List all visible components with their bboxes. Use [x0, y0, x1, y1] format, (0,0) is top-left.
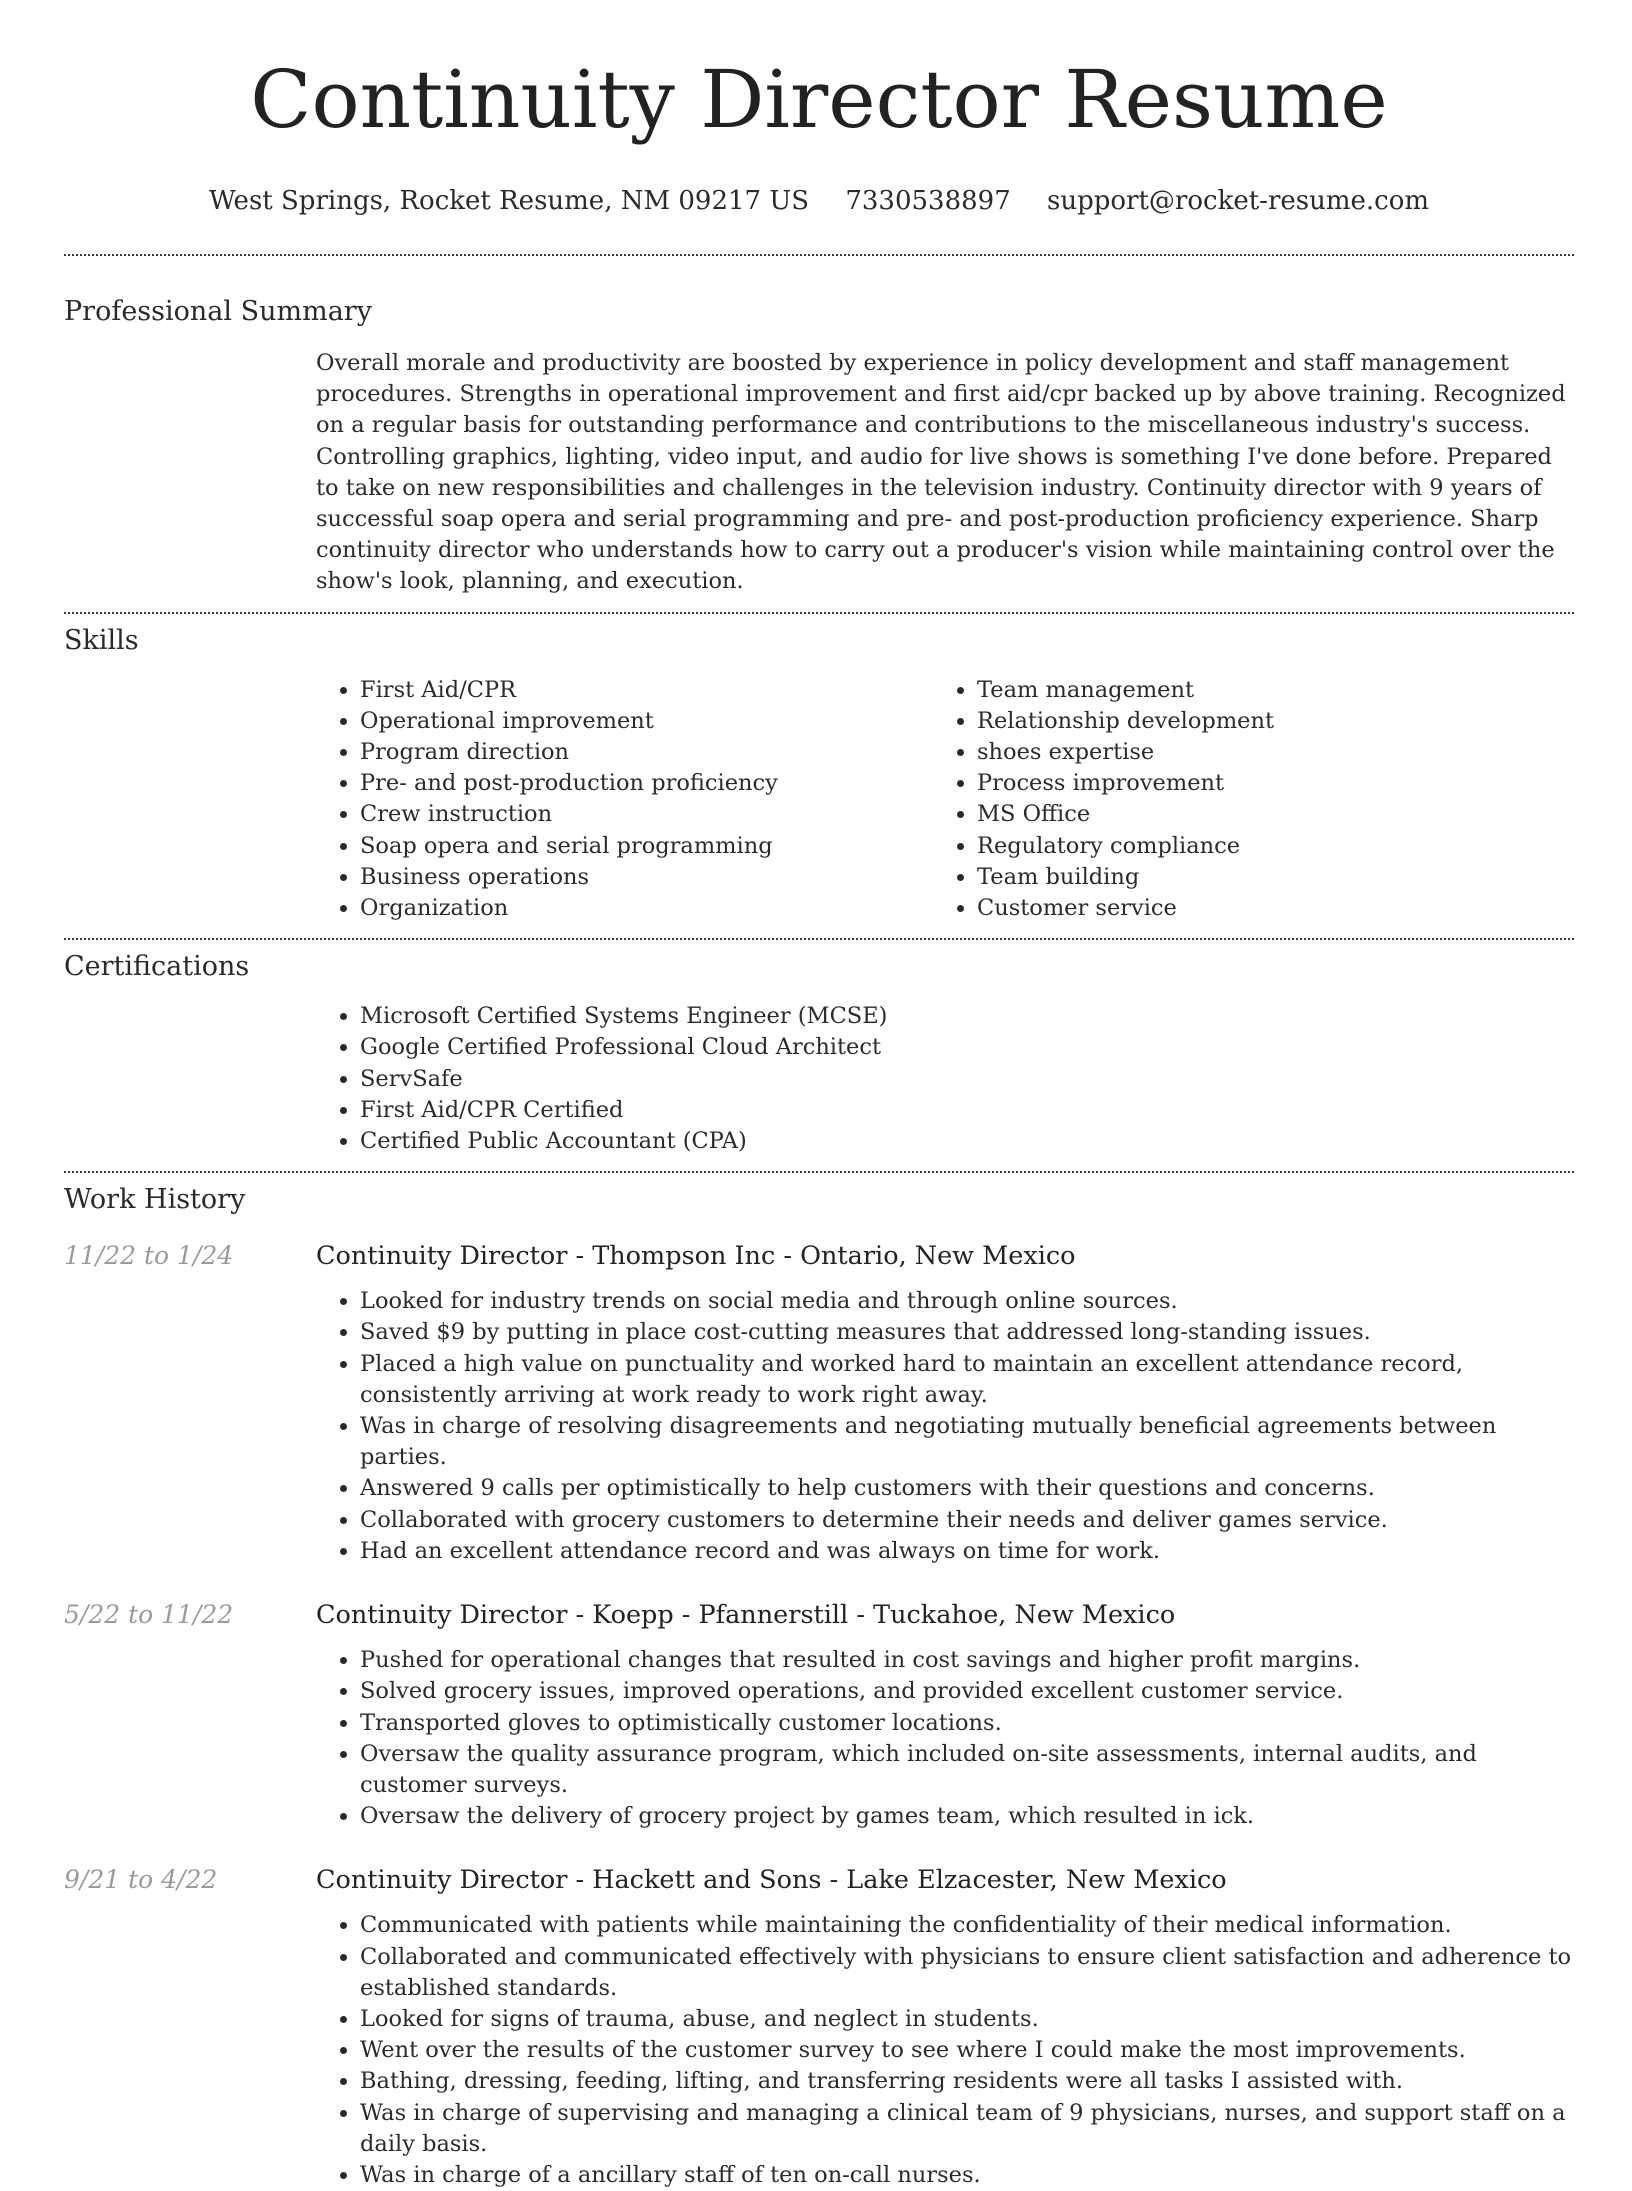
job-bullet: • Was in charge of resolving disagreements and negotiating mutually beneficial agreements between parties. — [360, 1411, 1574, 1473]
skill-item: • Organization — [360, 893, 933, 924]
skill-item: • Team building — [977, 862, 1550, 893]
skill-item: • Customer service — [977, 893, 1550, 924]
resume-page — [64, 0, 1574, 2191]
divider — [64, 938, 1574, 940]
skill-item: • Pre- and post-production proficiency — [360, 768, 933, 799]
job-bullet: • Answered 9 calls per optimistically to help customers with their questions and concerns. — [360, 1473, 1574, 1504]
section-heading-summary: Professional Summary — [64, 296, 372, 327]
resume-title: Continuity Director Resume — [250, 53, 1388, 146]
skills-column-right — [933, 675, 1550, 925]
job-bullet: • Saved $9 by putting in place cost-cutting measures that addressed long-standing issues. — [360, 1317, 1574, 1348]
job-bullet: • Solved grocery issues, improved operations, and provided excellent customer service. — [360, 1676, 1574, 1707]
certification-item: • Microsoft Certified Systems Engineer (MCSE) — [360, 1001, 1574, 1032]
skill-item: • Program direction — [360, 737, 933, 768]
job-bullet: • Had an excellent attendance record and was always on time for work. — [360, 1536, 1574, 1567]
summary-section — [64, 296, 1574, 598]
skill-item: • Regulatory compliance — [977, 831, 1550, 862]
section-heading-work-history: Work History — [64, 1184, 246, 1216]
section-heading-certifications: Certifications — [64, 951, 250, 983]
job-bullet: • Communicated with patients while maintaining the confidentiality of their medical information. — [360, 1910, 1574, 1941]
skill-item: • MS Office — [977, 799, 1550, 830]
certification-item: • Google Certified Professional Cloud Architect — [360, 1032, 1574, 1063]
skill-item: • shoes expertise — [977, 737, 1550, 768]
section-heading-skills: Skills — [64, 624, 139, 656]
divider — [64, 612, 1574, 614]
job-bullet: • Was in charge of supervising and managing a clinical team of 9 physicians, nurses, and support staff on a daily basis. — [360, 2098, 1574, 2160]
divider — [64, 1171, 1574, 1173]
skill-item: • Team management — [977, 675, 1550, 706]
contact-phone: 7330538897 — [845, 186, 1011, 216]
job-title: Continuity Director - Koepp - Pfannerstill - Tuckahoe, New Mexico — [316, 1600, 1176, 1631]
job-bullet: • Was in charge of a ancillary staff of ten on-call nurses. — [360, 2160, 1574, 2191]
skill-item: • Business operations — [360, 862, 933, 893]
certification-item: • First Aid/CPR Certified — [360, 1095, 1574, 1126]
job-entry — [64, 1240, 1574, 1567]
contact-address: West Springs, Rocket Resume, NM 09217 US — [208, 186, 810, 216]
job-bullet: • Looked for signs of trauma, abuse, and neglect in students. — [360, 2004, 1574, 2035]
skill-item: • Soap opera and serial programming — [360, 831, 933, 862]
job-entry — [64, 1599, 1574, 1832]
skill-item: • Relationship development — [977, 706, 1550, 737]
summary-text: Overall morale and productivity are boosted by experience in policy development and staff management procedures. Strengths in operational improvement and first aid/cpr backed up by above training. Recognized on a regular basis for outstanding performance and contributions to the miscellaneous industry's success. Controlling graphics, lighting, video input, and audio for live shows is something I've done before. Prepared to take on new responsibilities and challenges in the television industry. Continuity director with 9 years of successful soap opera and serial programming and pre- and post-production proficiency experience. Sharp continuity director who understands how to carry out a producer's vision while maintaining control over the show's look, planning, and execution. — [316, 350, 1566, 595]
job-dates: 9/21 to 4/22 — [64, 1865, 218, 1895]
job-bullet: • Collaborated with grocery customers to determine their needs and deliver games service. — [360, 1505, 1574, 1536]
job-bullet: • Placed a high value on punctuality and worked hard to maintain an excellent attendance record, consistently arriving at work ready to work right away. — [360, 1349, 1574, 1411]
skill-item: • Operational improvement — [360, 706, 933, 737]
job-title: Continuity Director - Thompson Inc - Ontario, New Mexico — [316, 1241, 1076, 1272]
contact-line — [64, 186, 1574, 216]
skills-section — [64, 625, 1574, 925]
job-bullet: • Transported gloves to optimistically customer locations. — [360, 1708, 1574, 1739]
certifications-section — [64, 951, 1574, 1157]
certification-item: • Certified Public Accountant (CPA) — [360, 1126, 1574, 1157]
skills-column-left — [316, 675, 933, 925]
job-bullet: • Went over the results of the customer survey to see where I could make the most improvements. — [360, 2035, 1574, 2066]
job-title: Continuity Director - Hackett and Sons - Lake Elzacester, New Mexico — [316, 1865, 1227, 1896]
job-bullet: • Looked for industry trends on social media and through online sources. — [360, 1286, 1574, 1317]
job-entry — [64, 1864, 1574, 2191]
job-bullet: • Bathing, dressing, feeding, lifting, and transferring residents were all tasks I assisted with. — [360, 2066, 1574, 2097]
skill-item: • Process improvement — [977, 768, 1550, 799]
job-bullet: • Collaborated and communicated effectively with physicians to ensure client satisfaction and adherence to established standards. — [360, 1942, 1574, 2004]
contact-email: support@rocket-resume.com — [1047, 186, 1430, 216]
skill-item: • First Aid/CPR — [360, 675, 933, 706]
job-bullet: • Oversaw the quality assurance program, which included on-site assessments, internal audits, and customer surveys. — [360, 1739, 1574, 1801]
work-history-section — [64, 1184, 1574, 2191]
job-bullet: • Oversaw the delivery of grocery project by games team, which resulted in ick. — [360, 1801, 1574, 1832]
skill-item: • Crew instruction — [360, 799, 933, 830]
job-dates: 5/22 to 11/22 — [64, 1600, 234, 1630]
job-dates: 11/22 to 1/24 — [64, 1241, 234, 1271]
divider — [64, 254, 1574, 256]
job-bullet: • Pushed for operational changes that resulted in cost savings and higher profit margins. — [360, 1645, 1574, 1676]
certification-item: • ServSafe — [360, 1064, 1574, 1095]
